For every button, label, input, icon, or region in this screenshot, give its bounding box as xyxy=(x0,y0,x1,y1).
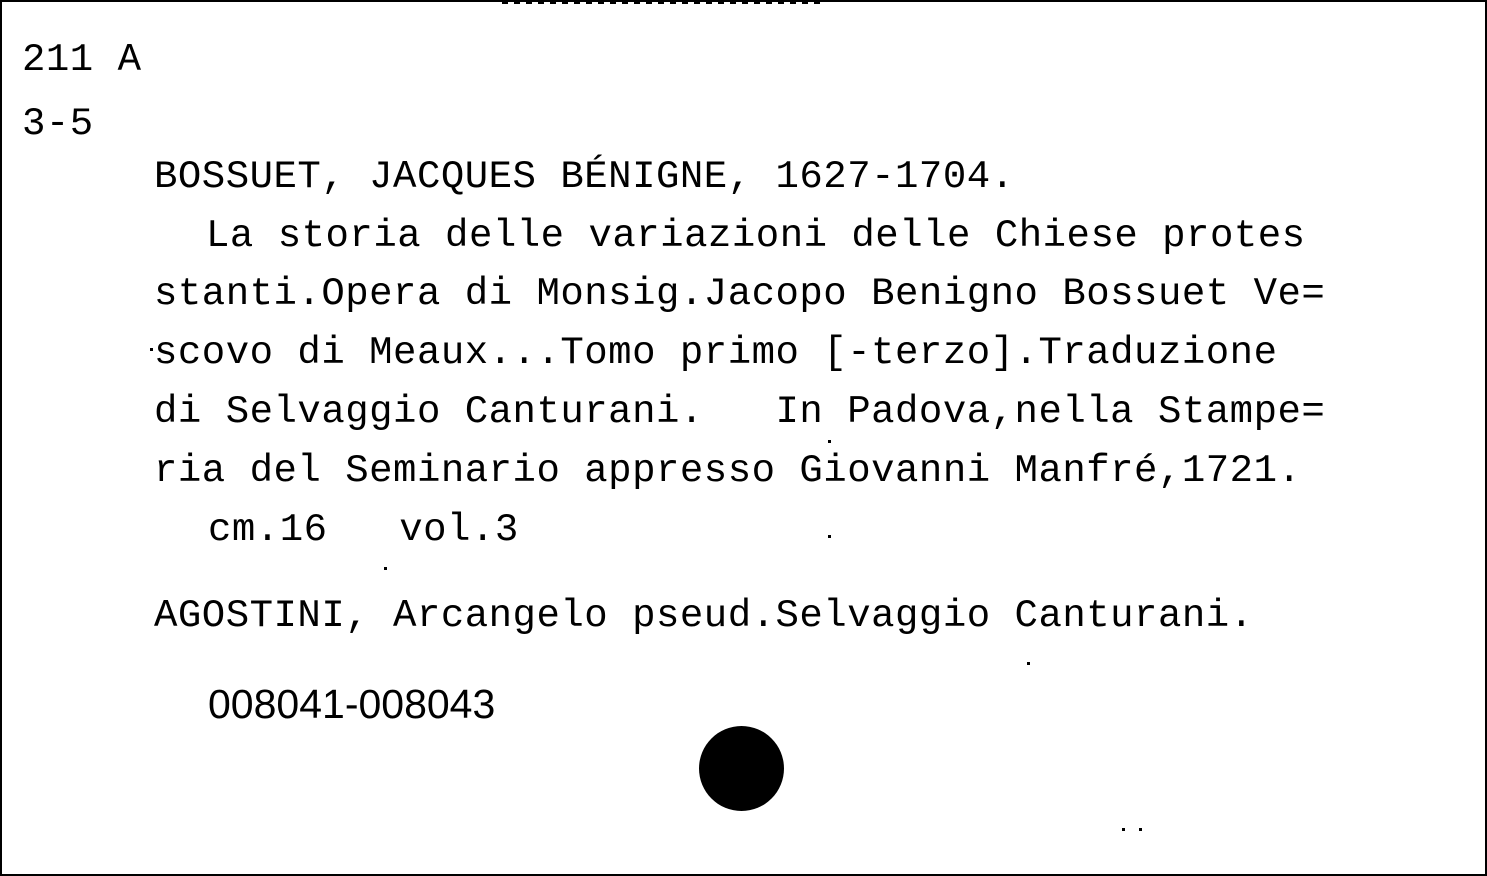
speck-mark xyxy=(1139,828,1142,831)
call-number-line-2: 3-5 xyxy=(22,102,94,146)
speck-mark xyxy=(828,535,831,538)
speck-mark xyxy=(828,440,831,443)
body-line-2: stanti.Opera di Monsig.Jacopo Benigno Bossuet Ve= xyxy=(154,272,1326,316)
body-line-4: di Selvaggio Canturani. In Padova,nella Stampe= xyxy=(154,390,1326,434)
collation-line: cm.16 vol.3 xyxy=(208,508,519,552)
punch-hole xyxy=(699,726,784,811)
body-line-3: scovo di Meaux...Tomo primo [-terzo].Traduzione xyxy=(154,331,1278,375)
added-entry: AGOSTINI, Arcangelo pseud.Selvaggio Canturani. xyxy=(154,594,1254,638)
accession-numbers: 008041-008043 xyxy=(208,681,496,727)
card-top-edge-mark xyxy=(502,1,822,4)
body-line-5: ria del Seminario appresso Giovanni Manfré,1721. xyxy=(154,449,1302,493)
speck-mark xyxy=(1122,828,1125,831)
author-heading: BOSSUET, JACQUES BÉNIGNE, 1627-1704. xyxy=(154,155,1015,199)
speck-mark xyxy=(384,567,387,570)
speck-mark xyxy=(150,348,153,351)
body-line-1: La storia delle variazioni delle Chiese protes xyxy=(206,214,1306,258)
call-number-line-1: 211 A xyxy=(22,38,142,82)
speck-mark xyxy=(1027,662,1030,665)
